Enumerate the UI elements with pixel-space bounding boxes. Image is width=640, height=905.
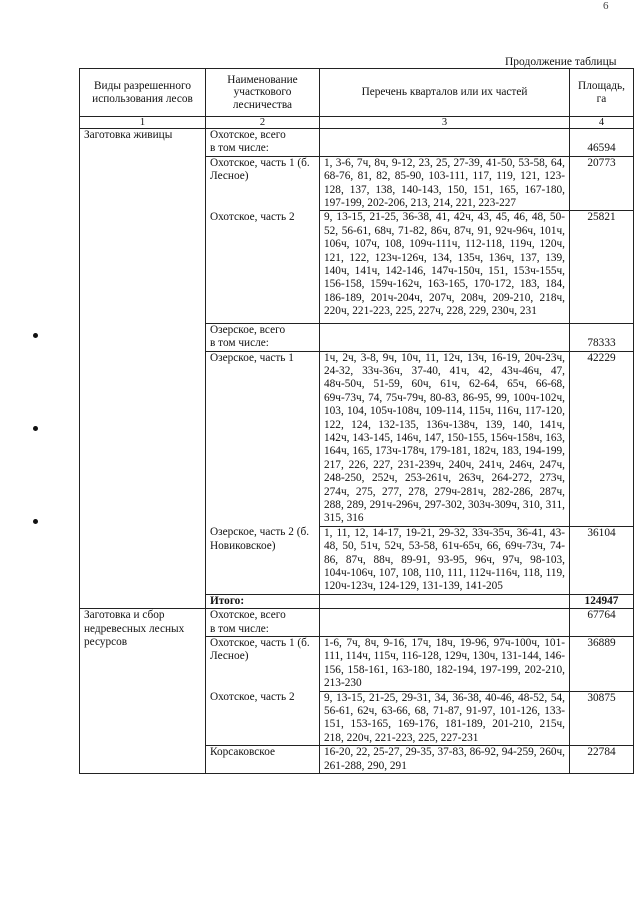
- total-label: Итого:: [206, 594, 320, 608]
- table-row: [80, 609, 634, 637]
- continuation-label: Продолжение таблицы: [505, 56, 617, 68]
- quarters-cell: [320, 609, 570, 637]
- header-row: [80, 69, 634, 117]
- area-cell: 30875: [570, 691, 634, 746]
- quarters-cell: 1, 11, 12, 14-17, 19-21, 29-32, 33ч-35ч, 36-41, 43-48, 50, 51ч, 52ч, 53-58, 61ч-65ч, 66, 69ч-73ч, 74-86, 87ч, 88ч, 89-91, 93-95, 96ч, 97ч, 98-103, 104ч-106ч, 107, 108, 110, 111, 112ч-116ч, 118, 119, 120ч-123ч, 124-129, 131-139, 141-205: [320, 526, 570, 594]
- district-cell: [206, 609, 320, 637]
- quarters-cell: [320, 594, 570, 608]
- district-cell: Охотское, часть 1 (б. Лесное): [206, 156, 320, 211]
- quarters-cell: 9, 13-15, 21-25, 36-38, 41, 42ч, 43, 45, 46, 48, 50-52, 56-61, 68ч, 71-82, 86ч, 87ч, 91, 92ч-96ч, 101ч, 106ч, 107ч, 108, 109ч-111ч, 112-118, 119ч, 120ч, 121, 122, 123ч-126ч, 134, 135ч, 136ч, 137, 139, 140ч, 141ч, 142-146, 147ч-150ч, 151, 153ч-155ч, 156-158, 159ч-162ч, 163-165, 170-172, 183, 184, 186-189, 201ч-204ч, 207ч, 208ч, 209-210, 218ч, 220ч, 221-223, 225, 227ч, 228, 229, 230ч, 231: [320, 211, 570, 323]
- district-subtitle: в том числе:: [210, 337, 269, 350]
- quarters-table: [79, 68, 634, 774]
- column-number: 1: [80, 117, 206, 129]
- quarters-cell: [320, 129, 570, 157]
- column-number-row: [80, 117, 634, 129]
- header-quarters: Перечень кварталов или их частей: [320, 69, 570, 117]
- header-area: Площадь, га: [570, 69, 634, 117]
- quarters-cell: 1, 3-6, 7ч, 8ч, 9-12, 23, 25, 27-39, 41-50, 53-58, 64, 68-76, 81, 82, 85-90, 103-111, 117, 119, 121, 123-128, 137, 138, 140-143, 150, 151, 165, 167-180, 197-199, 202-206, 213, 214, 221, 223-227: [320, 156, 570, 211]
- area-value: 78333: [587, 337, 616, 350]
- column-number: 4: [570, 117, 634, 129]
- area-cell: [570, 609, 634, 637]
- binder-hole-mark: [33, 333, 38, 338]
- area-value: 67764: [587, 609, 616, 622]
- district-cell: [206, 129, 320, 157]
- quarters-cell: 16-20, 22, 25-27, 29-35, 37-83, 86-92, 94-259, 260ч, 261-288, 290, 291: [320, 746, 570, 774]
- area-cell: [570, 323, 634, 351]
- area-cell: [570, 129, 634, 157]
- district-cell: Охотское, часть 2: [206, 691, 320, 746]
- district-cell: Охотское, часть 1 (б. Лесное): [206, 637, 320, 692]
- table-row: [80, 129, 634, 157]
- district-name: Охотское, всего: [210, 609, 286, 622]
- binder-hole-mark: [33, 426, 38, 431]
- district-cell: Озерское, часть 2 (б. Новиковское): [206, 526, 320, 594]
- column-number: 2: [206, 117, 320, 129]
- area-value: 46594: [587, 142, 616, 155]
- quarters-cell: 1ч, 2ч, 3-8, 9ч, 10ч, 11, 12ч, 13ч, 16-19, 20ч-23ч, 24-32, 33ч-36ч, 37-40, 41ч, 42, 43ч-46ч, 47, 48ч-50ч, 51-59, 60ч, 61ч, 62-64, 65ч, 66-68, 69ч-73ч, 74, 75ч-79ч, 80-83, 86-95, 99, 100ч-102ч, 103, 104, 105ч-108ч, 109-114, 115ч, 116ч, 117-120, 122, 124, 132-135, 136ч-138ч, 139, 140, 141ч, 142ч, 143-145, 146ч, 147, 150-155, 156ч-158ч, 163, 164ч, 165, 173ч-178ч, 179-181, 182ч, 183, 194-199, 217, 226, 227, 231-239ч, 240ч, 241ч, 246ч, 247ч, 248-250, 252ч, 253-261ч, 263ч, 264-272, 273ч, 274ч, 275, 277, 278, 279ч-281ч, 282-286, 287ч, 288, 289, 291ч-296ч, 297-302, 303ч-309ч, 310, 311, 315, 316: [320, 351, 570, 526]
- quarters-cell: 1-6, 7ч, 8ч, 9-16, 17ч, 18ч, 19-96, 97ч-100ч, 101-111, 114ч, 115ч, 116-128, 129ч, 130ч, 131-144, 146-156, 158-161, 163-180, 182-194, 197-199, 202-210, 213-230: [320, 637, 570, 692]
- header-use-type: Виды разрешенного использования лесов: [80, 69, 206, 117]
- district-name: Охотское, всего: [210, 129, 286, 141]
- area-cell: 42229: [570, 351, 634, 526]
- district-cell: Озерское, часть 1: [206, 351, 320, 526]
- column-number: 3: [320, 117, 570, 129]
- district-cell: Корсаковское: [206, 746, 320, 774]
- area-cell: 22784: [570, 746, 634, 774]
- district-subtitle: в том числе:: [210, 622, 269, 635]
- use-type-cell: Заготовка живицы: [80, 129, 206, 609]
- district-cell: Охотское, часть 2: [206, 211, 320, 323]
- district-cell: [206, 323, 320, 351]
- binder-hole-mark: [33, 519, 38, 524]
- use-type-cell: Заготовка и сбор недревесных лесных ресурсов: [80, 609, 206, 774]
- area-cell: 36104: [570, 526, 634, 594]
- page-marker: 6: [603, 0, 609, 12]
- area-cell: 25821: [570, 211, 634, 323]
- quarters-cell: [320, 323, 570, 351]
- district-subtitle: в том числе:: [210, 142, 269, 155]
- header-district: Наименование участкового лесничества: [206, 69, 320, 117]
- area-cell: 20773: [570, 156, 634, 211]
- quarters-cell: 9, 13-15, 21-25, 29-31, 34, 36-38, 40-46, 48-52, 54, 56-61, 62ч, 63-66, 68, 71-87, 91-97, 101-126, 133-151, 153-165, 169-176, 181-189, 201-210, 215ч, 218, 220ч, 221-223, 225, 227-231: [320, 691, 570, 746]
- district-name: Озерское, всего: [210, 323, 286, 336]
- total-area: 124947: [570, 594, 634, 608]
- area-cell: 36889: [570, 637, 634, 692]
